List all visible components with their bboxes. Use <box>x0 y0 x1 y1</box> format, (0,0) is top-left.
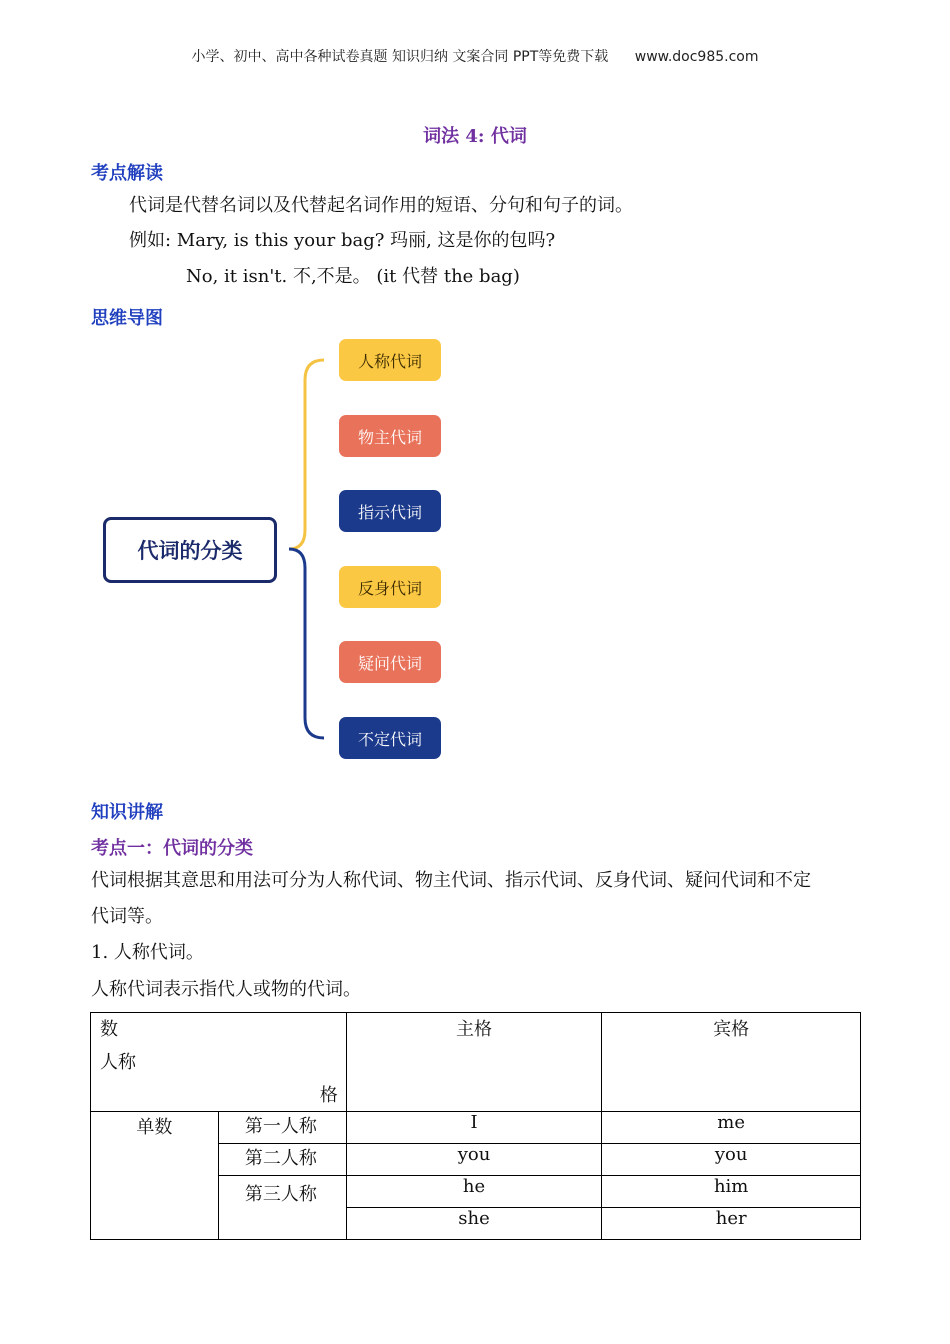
item-personal-pronoun: 1. 人称代词。 <box>91 942 204 963</box>
mindmap-node-demonstrative-pronoun: 指示代词 <box>339 490 441 532</box>
section-heading-mindmap: 思维导图 <box>91 308 163 329</box>
person-cell: 第二人称 <box>218 1144 346 1176</box>
corner-label-person: 人称 <box>100 1052 136 1073</box>
mindmap-node-possessive-pronoun: 物主代词 <box>339 415 441 457</box>
corner-label-case: 格 <box>319 1085 338 1106</box>
mindmap-node-indefinite-pronoun: 不定代词 <box>339 717 441 759</box>
classification-paragraph-line-2: 代词等。 <box>91 906 163 927</box>
header-banner: 小学、初中、高中各种试卷真题 知识归纳 文案合同 PPT等免费下载 <box>191 49 609 65</box>
mindmap-node-interrogative-pronoun: 疑问代词 <box>339 641 441 683</box>
object-cell: me <box>602 1112 861 1144</box>
column-header-subject: 主格 <box>346 1013 602 1112</box>
mindmap-node-personal-pronoun: 人称代词 <box>339 339 441 381</box>
personal-pronoun-description: 人称代词表示指代人或物的代词。 <box>91 979 361 1000</box>
connector-lower <box>289 549 324 738</box>
subheading-classification: 考点一：代词的分类 <box>91 838 253 859</box>
person-cell: 第三人称 <box>218 1176 346 1240</box>
group-label-singular: 单数 <box>91 1112 219 1240</box>
header-url[interactable]: www.doc985.com <box>634 49 759 65</box>
classification-paragraph-line-1: 代词根据其意思和用法可分为人称代词、物主代词、指示代词、反身代词、疑问代词和不定 <box>91 870 811 891</box>
personal-pronoun-table <box>90 1012 861 1240</box>
subject-cell: you <box>346 1144 602 1176</box>
subject-cell: he <box>346 1176 602 1208</box>
column-header-object: 宾格 <box>602 1013 861 1112</box>
section-heading-analysis: 考点解读 <box>91 163 163 184</box>
mindmap-root-node: 代词的分类 <box>103 517 277 583</box>
section-heading-knowledge: 知识讲解 <box>91 802 163 823</box>
corner-label-number: 数 <box>100 1019 118 1040</box>
object-cell: you <box>602 1144 861 1176</box>
example-line-1: 例如: Mary, is this your bag? 玛丽, 这是你的包吗? <box>129 230 556 251</box>
document-title: 词法 4: 代词 <box>423 126 527 147</box>
subject-cell: I <box>346 1112 602 1144</box>
subject-cell: she <box>346 1208 602 1240</box>
person-cell: 第一人称 <box>218 1112 346 1144</box>
definition-text: 代词是代替名词以及代替起名词作用的短语、分句和句子的词。 <box>129 195 633 216</box>
object-cell: her <box>602 1208 861 1240</box>
table-row <box>91 1112 861 1144</box>
connector-upper <box>289 360 324 549</box>
table-header-row <box>91 1013 861 1112</box>
object-cell: him <box>602 1176 861 1208</box>
example-line-2: No, it isn't. 不,不是。 (it 代替 the bag) <box>186 266 520 287</box>
mindmap-node-reflexive-pronoun: 反身代词 <box>339 566 441 608</box>
table-corner-cell <box>91 1013 347 1112</box>
